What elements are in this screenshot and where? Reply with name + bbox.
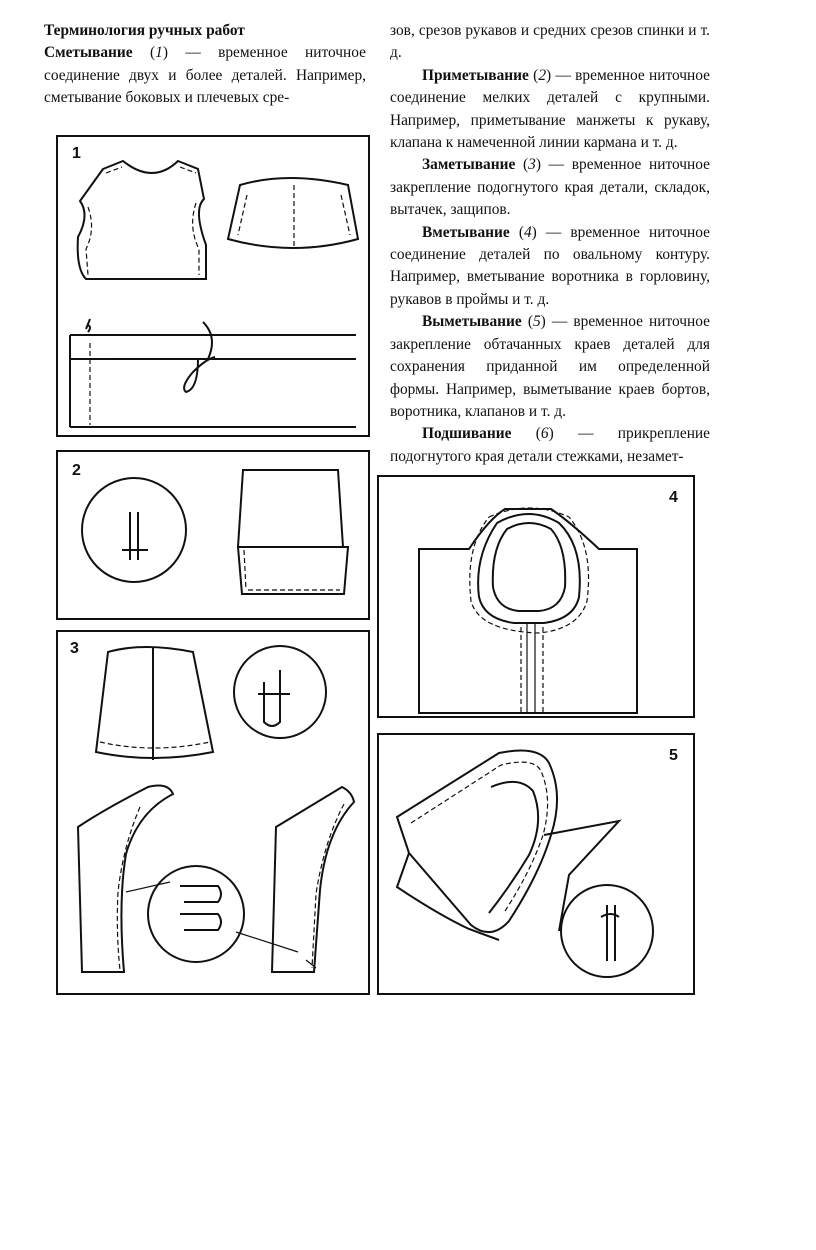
- hem-loop-stitch: [258, 670, 290, 726]
- figure-ref-6: 6: [540, 425, 549, 443]
- skirt-outline: [96, 647, 213, 758]
- lapel-outline: [397, 751, 557, 933]
- definition-smetyvanie: — временное ниточное соединение двух и более деталей. Например, сметывание боковых и плечевых сре-: [44, 44, 367, 107]
- front-closure: [527, 623, 535, 713]
- figure-ref-4: 4: [523, 223, 532, 241]
- cuff-outline: [238, 547, 348, 594]
- paragraph-smetyvanie: Сметывание (1) — временное ниточное соединение двух и более деталей. Например, сметывание боковых и плечевых сре-: [44, 44, 367, 107]
- figure-4-number: 4: [669, 489, 678, 506]
- definition-zametyvanie: — временное ниточное закрепление подогнутого края детали, складок, вытачек, защипов.: [390, 156, 710, 219]
- section-heading: Терминология ручных работ: [44, 22, 245, 39]
- right-text-column: [390, 20, 710, 468]
- collar-inner: [493, 523, 565, 611]
- definition-primetyvanie: — временное ниточное соединение мелких деталей с крупными. Например, приметывание манжеты к рукаву, клапана к намеченной линии кармана и т. д.: [390, 66, 710, 152]
- neckline-basting: [470, 508, 589, 633]
- paragraph-primetyvanie: Приметывание (2) — временное ниточное соединение мелких деталей с крупными. Например, приметывание манжеты к рукаву, клапана к намеченной линии кармана и т. д.: [390, 66, 710, 152]
- figure-5-drawing: [379, 735, 693, 993]
- figure-1-smetyvanie: [56, 135, 370, 437]
- cuff-basting: [244, 550, 340, 590]
- paragraph-continuation: зов, срезов рукавов и средних срезов спинки и т. д.: [390, 22, 710, 62]
- figure-4-drawing: [379, 477, 693, 716]
- figure-2-drawing: [58, 452, 368, 618]
- term-zametyvanie: Заметывание: [422, 156, 516, 174]
- definition-podshivanie: — прикрепление подогнутого края детали стежками, незамет-: [390, 425, 710, 465]
- bodice-side-seam-left: [86, 207, 92, 275]
- figure-5-number: 5: [669, 747, 678, 764]
- front-basting: [521, 627, 543, 713]
- skirt-side-seams: [238, 185, 350, 249]
- collar-band: [489, 782, 538, 913]
- paragraph-vymetyvanie: Выметывание (5) — временное ниточное закрепление обтачанных краев деталей для сохранения приданной им определенной формы. Например, выметывание краев бортов, воротника, клапанов и т. д.: [390, 313, 710, 420]
- lapel-edge-basting: [411, 762, 548, 911]
- figure-3-zametyvanie: [56, 630, 370, 995]
- figure-ref-2: 2: [538, 66, 547, 84]
- skirt-hem-basting: [100, 742, 210, 748]
- magnifier-stitch-lines: [122, 512, 148, 560]
- figure-1-number: 1: [72, 145, 81, 162]
- left-text-column: [44, 20, 366, 110]
- paragraph-vmetyvanie: Вметывание (4) — временное ниточное соединение деталей по овальному контуру. Например, вметывание воротника в горловину, рукавов в проймы и т. д.: [390, 223, 710, 308]
- term-primetyvanie: Приметывание: [422, 66, 529, 84]
- term-vmetyvanie: Вметывание: [422, 223, 510, 241]
- figure-3-drawing: [58, 632, 368, 993]
- lapel-loop-stitches: [180, 886, 221, 930]
- figure-1-drawing: [58, 137, 368, 435]
- term-podshivanie: Подшивание: [422, 425, 512, 443]
- figure-3-number: 3: [70, 640, 79, 657]
- figure-ref-1: 1: [155, 44, 163, 62]
- thread-loop: [184, 322, 215, 392]
- detail-magnifier: [82, 478, 186, 582]
- figure-2-primetyvanie: [56, 450, 370, 620]
- skirt-outline: [228, 178, 358, 248]
- figure-4-vmetyvanie: [377, 475, 695, 718]
- paragraph-zametyvanie: Заметывание (3) — временное ниточное закрепление подогнутого края детали, складок, вытачек, защипов.: [390, 156, 710, 219]
- definition-vmetyvanie: — временное ниточное соединение деталей по овальному контуру. Например, вметывание воротника в горловину, рукавов в проймы и т. д.: [390, 223, 710, 308]
- needle: [86, 319, 90, 332]
- edge-stitch-detail: [601, 905, 619, 961]
- jacket-front-left-basting: [117, 807, 140, 970]
- fabric-strip: [70, 335, 356, 427]
- paragraph-podshivanie: Подшивание (6) — прикрепление подогнутого края детали стежками, незамет-: [390, 425, 710, 465]
- term-vymetyvanie: Выметывание: [422, 313, 522, 331]
- lower-front: [397, 853, 499, 940]
- definition-vymetyvanie: — временное ниточное закрепление обтачанных краев деталей для сохранения приданной им определенной формы. Например, выметывание краев бортов, воротника, клапанов и т. д.: [390, 313, 710, 420]
- sleeve-outline: [238, 470, 343, 547]
- figure-2-number: 2: [72, 462, 81, 479]
- figure-ref-3: 3: [528, 156, 536, 174]
- figure-5-vymetyvanie: [377, 733, 695, 995]
- figure-ref-5: 5: [532, 313, 541, 331]
- term-smetyvanie: Сметывание: [44, 44, 133, 62]
- bodice-outline: [78, 161, 206, 279]
